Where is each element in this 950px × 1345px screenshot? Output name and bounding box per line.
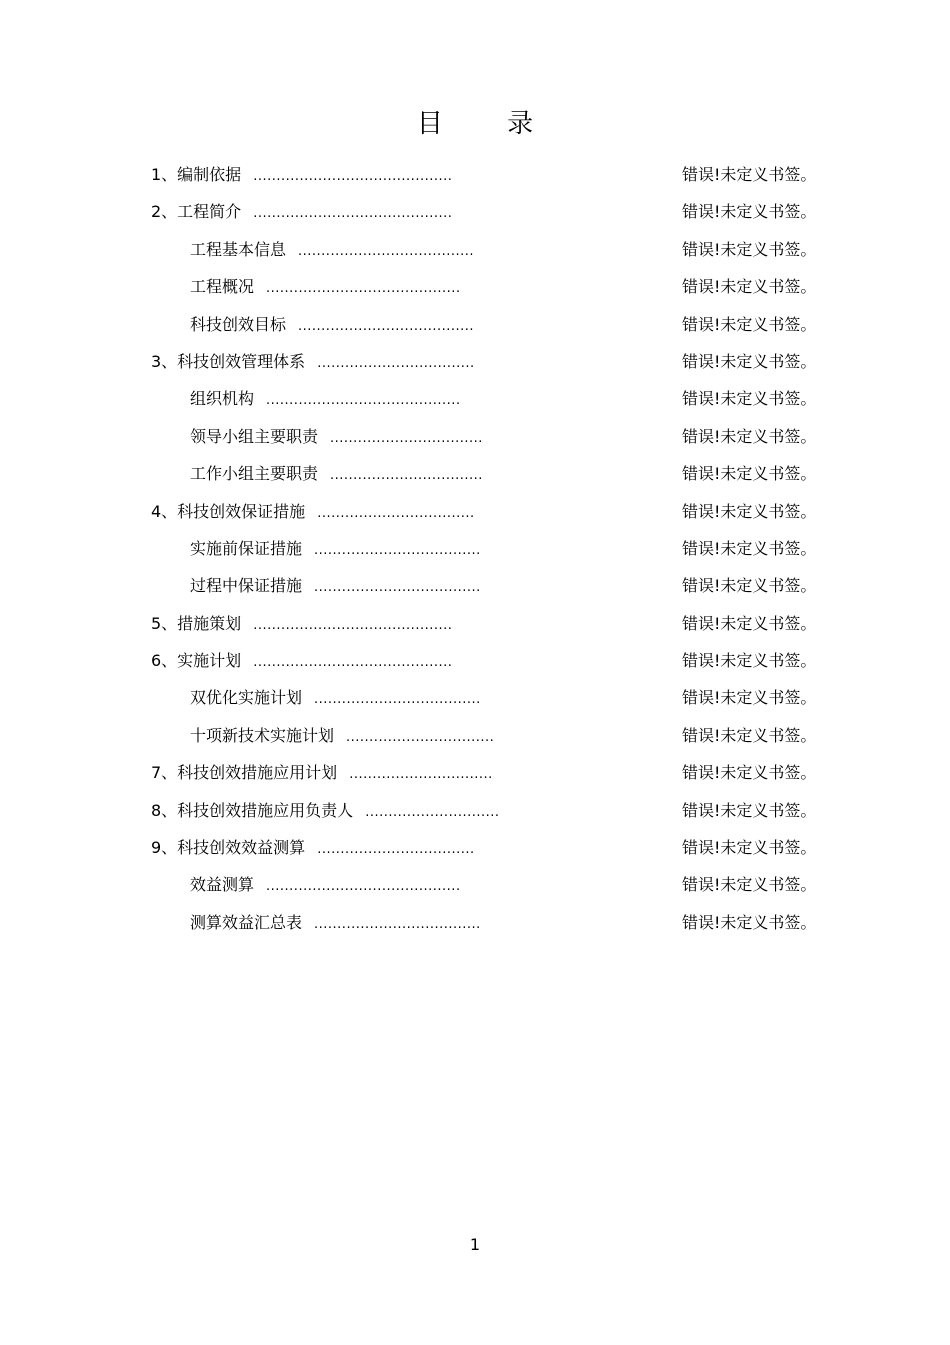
toc-entry-label: 6、实施计划 [151,651,242,671]
toc-entry-label: 8、科技创效措施应用负责人 [151,800,354,820]
toc-entry-left [151,156,452,195]
toc-entry-left [190,418,483,457]
toc-entry[interactable] [0,380,950,417]
toc-entry-leader-dots: .................................. [317,842,475,858]
toc-entry-left [190,380,461,419]
toc-entry-leader-dots: ............................. [365,804,500,820]
toc-entry-label: 4、科技创效保证措施 [151,501,306,521]
toc-entry[interactable] [0,268,950,305]
toc-entry-left [190,567,481,606]
toc-entry[interactable] [0,156,950,193]
toc-entry-page-ref: 错误!未定义书签。 [682,426,817,446]
toc-entry-page-ref: 错误!未定义书签。 [682,875,817,895]
toc-entry-leader-dots: .................................... [314,542,481,558]
toc-entry-page-ref: 错误!未定义书签。 [682,838,817,858]
toc-entry-leader-dots: ................................ [346,729,495,745]
toc-entry-page-ref: 错误!未定义书签。 [682,464,817,484]
toc-entry-page-ref: 错误!未定义书签。 [682,277,817,297]
toc-entry[interactable] [0,306,950,343]
toc-entry-left [190,268,461,307]
toc-entry-page-ref: 错误!未定义书签。 [682,165,817,184]
toc-entry-left [151,193,452,232]
toc-entry-leader-dots: ........................................... [253,206,453,222]
toc-entry-leader-dots: .......................................... [266,393,461,409]
toc-entry[interactable] [0,792,950,829]
toc-entry-page-ref: 错误!未定义书签。 [682,501,817,521]
toc-entry[interactable] [0,829,950,866]
toc-entry-leader-dots: .................................. [317,355,475,371]
toc-entry-label: 实施前保证措施 [190,538,303,558]
toc-entry[interactable] [0,904,950,941]
toc-entry-leader-dots: ................................. [330,430,483,446]
toc-entry-label: 1、编制依据 [151,165,242,184]
toc-entry[interactable] [0,679,950,716]
toc-entry-label: 9、科技创效效益测算 [151,838,306,858]
toc-entry-label: 工作小组主要职责 [190,464,319,484]
toc-entry-label: 2、工程简介 [151,202,242,222]
toc-entry-page-ref: 错误!未定义书签。 [682,613,817,633]
toc-entry-page-ref: 错误!未定义书签。 [682,912,817,932]
toc-entry-leader-dots: .................................... [314,580,481,596]
toc-entry-label: 组织机构 [190,389,255,409]
toc-entry-page-ref: 错误!未定义书签。 [682,351,817,371]
toc-entry-left [190,866,461,905]
toc-entry-page-ref: 错误!未定义书签。 [682,651,817,671]
toc-entry-left [151,754,493,793]
toc-entry[interactable] [0,530,950,567]
toc-entry-left [190,306,474,345]
page-title: 目 录 [416,109,562,139]
toc-entry-leader-dots: ........................................... [253,617,453,633]
toc-entry-page-ref: 错误!未定义书签。 [682,538,817,558]
toc-entry-page-ref: 错误!未定义书签。 [682,389,817,409]
toc-entry[interactable] [0,605,950,642]
toc-entry-label: 效益测算 [190,875,255,895]
toc-entry-leader-dots: .......................................... [266,879,461,895]
toc-entry[interactable] [0,866,950,903]
toc-entry-leader-dots: ...................................... [298,243,475,259]
toc-entry-left [190,455,483,494]
toc-entry-label: 测算效益汇总表 [190,912,303,932]
toc-entry-leader-dots: ........................................... [253,655,453,671]
toc-entry-leader-dots: ............................... [349,767,493,783]
toc-entry-left [151,829,475,868]
toc-entry[interactable] [0,193,950,230]
toc-entry-label: 十项新技术实施计划 [190,725,335,745]
toc-entry-page-ref: 错误!未定义书签。 [682,239,817,259]
toc-entry-label: 过程中保证措施 [190,576,303,596]
toc-entry-left [151,792,500,831]
toc-entry-leader-dots: ................................. [330,468,483,484]
toc-entry[interactable] [0,567,950,604]
toc-entry-left [151,642,452,681]
toc-entry-page-ref: 错误!未定义书签。 [682,688,817,708]
toc-entry-leader-dots: .................................. [317,505,475,521]
toc-entry[interactable] [0,717,950,754]
toc-entry[interactable] [0,343,950,380]
toc-entry-label: 科技创效目标 [190,314,287,334]
toc-entry-left [190,530,481,569]
toc-entry[interactable] [0,642,950,679]
toc-entry-left [190,231,474,270]
toc-entry-label: 双优化实施计划 [190,688,303,708]
toc-entry-label: 7、科技创效措施应用计划 [151,763,338,783]
toc-entry[interactable] [0,493,950,530]
toc-entry-left [190,904,481,943]
table-of-contents [0,156,950,941]
toc-entry-page-ref: 错误!未定义书签。 [682,725,817,745]
toc-entry-label: 3、科技创效管理体系 [151,351,306,371]
toc-entry[interactable] [0,418,950,455]
toc-entry-label: 领导小组主要职责 [190,426,319,446]
toc-entry-left [190,679,481,718]
toc-entry-leader-dots: ........................................... [253,169,453,184]
toc-entry-page-ref: 错误!未定义书签。 [682,576,817,596]
toc-entry-page-ref: 错误!未定义书签。 [682,314,817,334]
toc-entry-left [190,717,494,756]
toc-entry-label: 5、措施策划 [151,613,242,633]
toc-entry-label: 工程基本信息 [190,239,287,259]
toc-entry[interactable] [0,754,950,791]
toc-entry-leader-dots: .................................... [314,692,481,708]
page-number: 1 [469,1235,481,1254]
toc-entry-label: 工程概况 [190,277,255,297]
toc-entry-left [151,605,452,644]
toc-entry-left [151,343,475,382]
toc-entry-page-ref: 错误!未定义书签。 [682,800,817,820]
toc-entry-left [151,493,475,532]
toc-entry-leader-dots: .......................................... [266,281,461,297]
toc-entry[interactable] [0,231,950,268]
toc-entry-leader-dots: .................................... [314,916,481,932]
toc-entry-page-ref: 错误!未定义书签。 [682,202,817,222]
toc-entry-page-ref: 错误!未定义书签。 [682,763,817,783]
toc-entry-leader-dots: ...................................... [298,318,475,334]
toc-entry[interactable] [0,455,950,492]
